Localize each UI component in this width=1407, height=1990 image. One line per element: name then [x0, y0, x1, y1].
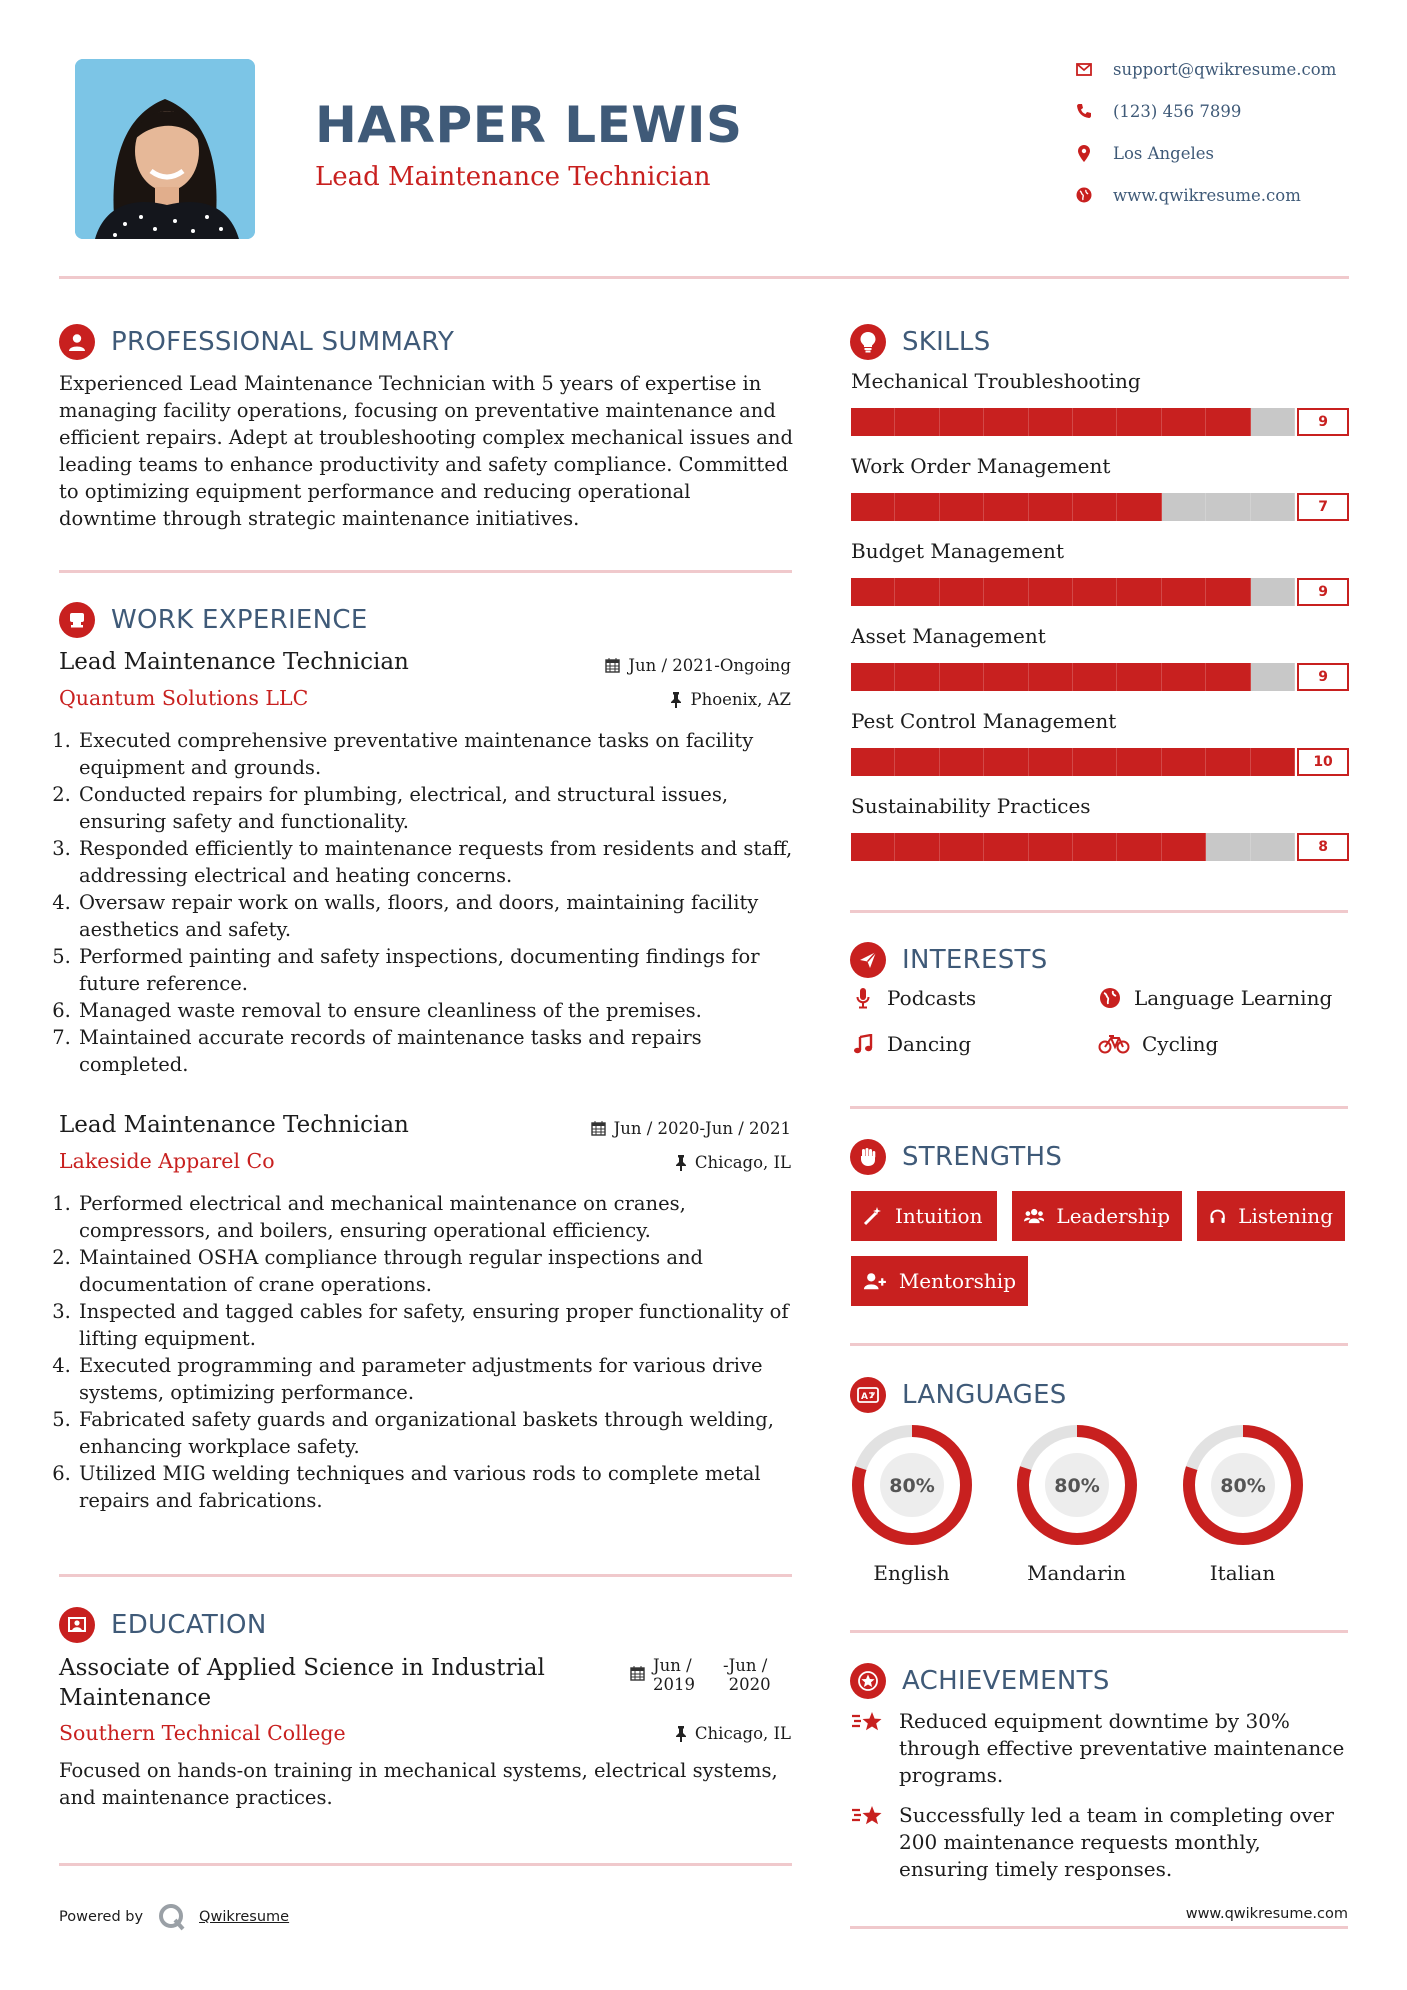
duty-item: 3. Responded efficiently to maintenance requests from residents and staff, addressing electrical and heating concerns.: [77, 835, 812, 889]
skill-bar-segment: [1073, 663, 1117, 691]
skill-bar-segment: [1029, 493, 1073, 521]
education-location: [480, 1724, 791, 1743]
paper-plane-icon: [850, 942, 886, 978]
education-dates: Jun / 2019 - Jun / 2020: [630, 1656, 790, 1694]
summary-divider: [59, 570, 792, 573]
profile-photo: [75, 59, 255, 239]
education-location-text: Chicago, IL: [694, 1724, 791, 1743]
strength-label: Mentorship: [898, 1269, 1016, 1293]
skill-name: Work Order Management: [851, 454, 1111, 478]
skill-name: Sustainability Practices: [851, 794, 1091, 818]
language-percent: 80%: [1053, 1475, 1100, 1497]
strengths-heading: [850, 1139, 1062, 1175]
job-title: Lead Maintenance Technician: [59, 649, 409, 675]
job-location-text: Chicago, IL: [694, 1153, 791, 1172]
microphone-icon: [851, 987, 875, 1009]
skill-bar-segment: [1117, 663, 1161, 691]
job-duties-list: [59, 1190, 812, 1514]
magic-wand-icon: [863, 1206, 883, 1226]
education-description: Focused on hands-on training in mechanical systems, electrical systems, and maintenance practices.: [59, 1759, 778, 1809]
candidate-title: Lead Maintenance Technician: [315, 162, 711, 192]
job-duties-list: [59, 727, 812, 1078]
duty-item: 3. Inspected and tagged cables for safety, ensuring proper functionality of lifting equipment.: [77, 1298, 812, 1352]
language-mandarin: [1014, 1423, 1139, 1585]
powered-by: [59, 1902, 289, 1932]
achievement-item: [851, 1802, 1351, 1883]
education-heading: [59, 1607, 267, 1643]
duty-item: 4. Executed programming and parameter adjustments for various drive systems, optimizing performance.: [77, 1352, 812, 1406]
envelope-icon: [1073, 58, 1095, 80]
skill-bar-segment: [984, 833, 1028, 861]
languages-heading-text: LANGUAGES: [902, 1380, 1067, 1410]
strength-label: Listening: [1238, 1204, 1333, 1228]
svg-text:A: A: [861, 1392, 869, 1402]
globe-icon: [1098, 987, 1122, 1009]
skill-bar-segment: [940, 833, 984, 861]
briefcase-icon: [59, 602, 95, 638]
shooting-star-icon: [851, 1802, 885, 1883]
skill-item: [851, 709, 1351, 794]
bicycle-icon: [1098, 1034, 1130, 1054]
skill-level-value: 9: [1297, 663, 1349, 691]
education-start: Jun / 2019: [653, 1656, 695, 1694]
skill-level-value: 9: [1297, 408, 1349, 436]
interests-divider: [850, 1106, 1348, 1109]
skill-item: [851, 369, 1351, 454]
language-italian: [1180, 1423, 1305, 1585]
skill-bar-segment: [1073, 578, 1117, 606]
skill-bar-segment: [1117, 493, 1161, 521]
user-icon: [59, 324, 95, 360]
skill-bar-segment: [984, 493, 1028, 521]
skill-bar-segment: [895, 748, 939, 776]
skill-bar-segment: [1206, 833, 1250, 861]
skill-bar-segment: [895, 833, 939, 861]
job-title: Lead Maintenance Technician: [59, 1112, 409, 1138]
language-ring: [1181, 1423, 1305, 1547]
footer-divider: [850, 1926, 1348, 1929]
skill-bar-segment: [1206, 493, 1250, 521]
company-name: Lakeside Apparel Co: [59, 1149, 275, 1173]
skill-bar-segment: [1162, 493, 1206, 521]
translate-icon: [850, 1377, 886, 1413]
skill-bar-segment: [1029, 748, 1073, 776]
skill-bar-segment: [1029, 833, 1073, 861]
achievement-text: Successfully led a team in completing over 200 maintenance requests monthly, ensuring timely responses.: [899, 1803, 1334, 1881]
interest-item: [1098, 986, 1332, 1010]
footer-site[interactable]: www.qwikresume.com: [1185, 1906, 1348, 1922]
skills-divider: [850, 910, 1348, 913]
pushpin-icon: [675, 1155, 687, 1171]
languages-heading: [850, 1377, 1067, 1413]
languages-divider: [850, 1630, 1348, 1633]
language-english: [849, 1423, 974, 1585]
skill-level-bar: [851, 493, 1349, 523]
skill-bar-segment: [1073, 493, 1117, 521]
pushpin-icon: [675, 1726, 687, 1742]
job-location: [480, 1153, 791, 1172]
duty-item: 2. Maintained OSHA compliance through regular inspections and documentation of crane operations.: [77, 1244, 812, 1298]
skill-bar-segment: [1251, 408, 1295, 436]
skill-bar-segment: [1251, 493, 1295, 521]
skill-item: [851, 624, 1351, 709]
graduate-icon: [59, 1607, 95, 1643]
interest-item: [1098, 1032, 1218, 1056]
school-name: Southern Technical College: [59, 1721, 346, 1745]
skill-bar-segment: [1117, 408, 1161, 436]
education-end: Jun / 2020: [728, 1656, 771, 1694]
interest-label: Podcasts: [887, 986, 977, 1010]
education-divider: [59, 1863, 792, 1866]
interests-heading: [850, 942, 1048, 978]
education-heading-text: EDUCATION: [111, 1610, 267, 1640]
email-text: support@qwikresume.com: [1113, 59, 1337, 79]
calendar-icon: [591, 1121, 606, 1136]
skill-bar-segment: [984, 578, 1028, 606]
skill-bar-segment: [851, 748, 895, 776]
job-dates: [480, 1119, 791, 1138]
skill-item: [851, 539, 1351, 624]
summary-text: Experienced Lead Maintenance Technician with 5 years of expertise in managing facility operations, focusing on preventative maintenance and efficient repairs. Adept at troubleshooting complex mechanical issues and leading teams to enhance productivity and safety compliance. Committed to optimizing equipment performance and reducing operational downtime through strategic maintenance initiatives.: [59, 372, 793, 530]
skill-bar-segment: [1162, 408, 1206, 436]
skill-level-value: 9: [1297, 578, 1349, 606]
globe-icon: [1073, 184, 1095, 206]
interest-item: [851, 986, 976, 1010]
skills-list: [851, 369, 1351, 879]
phone-icon: [1073, 100, 1095, 122]
skill-bar-segment: [895, 578, 939, 606]
skill-name: Asset Management: [851, 624, 1046, 648]
job-dates-text: Jun / 2020-Jun / 2021: [613, 1119, 791, 1138]
achievement-text: Reduced equipment downtime by 30% through effective preventative maintenance programs.: [899, 1709, 1345, 1787]
summary-heading: [59, 324, 454, 360]
strength-label: Intuition: [895, 1204, 983, 1228]
duty-item: 1. Executed comprehensive preventative maintenance tasks on facility equipment and grounds.: [77, 727, 812, 781]
contact-location: [1073, 139, 1393, 167]
skill-bar-segment: [1251, 833, 1295, 861]
skill-bar-segment: [1029, 578, 1073, 606]
language-percent: 80%: [888, 1475, 935, 1497]
skill-bar-segment: [1206, 578, 1250, 606]
skill-level-bar: [851, 578, 1349, 608]
skill-bar-segment: [1162, 663, 1206, 691]
calendar-icon: [630, 1666, 645, 1681]
achievements-heading-text: ACHIEVEMENTS: [902, 1666, 1110, 1696]
duty-item: 2. Conducted repairs for plumbing, electrical, and structural issues, ensuring safety and functionality.: [77, 781, 812, 835]
skill-bar-segment: [851, 663, 895, 691]
strength-chip: [1012, 1191, 1182, 1241]
job-dates-text: Jun / 2021-Ongoing: [628, 656, 791, 675]
job-location: [480, 690, 791, 709]
skill-bar-segment: [1117, 833, 1161, 861]
job-location-text: Phoenix, AZ: [690, 690, 791, 709]
strength-chip: [1197, 1191, 1345, 1241]
candidate-name: HARPER LEWIS: [315, 96, 743, 154]
language-ring: [1015, 1423, 1139, 1547]
star-badge-icon: [850, 1663, 886, 1699]
skill-bar-segment: [895, 408, 939, 436]
company-name: Quantum Solutions LLC: [59, 686, 309, 710]
achievement-item: [851, 1708, 1351, 1789]
group-icon: [1024, 1206, 1044, 1226]
interests-heading-text: INTERESTS: [902, 945, 1048, 975]
skill-level-bar: [851, 663, 1349, 693]
skill-level-bar: [851, 833, 1349, 863]
language-name: English: [873, 1561, 950, 1585]
skill-bar-segment: [851, 408, 895, 436]
skill-bar-segment: [1073, 408, 1117, 436]
job-dates: [480, 656, 791, 675]
skill-bar-segment: [1251, 578, 1295, 606]
duty-item: 1. Performed electrical and mechanical maintenance on cranes, compressors, and boilers, ensuring operational efficiency.: [77, 1190, 812, 1244]
skill-level-value: 10: [1297, 748, 1349, 776]
skill-bar-segment: [1206, 663, 1250, 691]
qwikresume-logo-icon: [157, 1902, 187, 1932]
skill-bar-segment: [940, 493, 984, 521]
skill-bar-segment: [940, 663, 984, 691]
skill-item: [851, 794, 1351, 879]
interest-label: Dancing: [887, 1032, 972, 1056]
skill-bar-segment: [895, 493, 939, 521]
brand-link[interactable]: Qwikresume: [199, 1909, 290, 1925]
duty-item: 7. Maintained accurate records of maintenance tasks and repairs completed.: [77, 1024, 812, 1078]
skill-bar-segment: [940, 748, 984, 776]
skill-bar-segment: [1251, 748, 1295, 776]
experience-heading: [59, 602, 368, 638]
duty-item: 6. Utilized MIG welding techniques and various rods to complete metal repairs and fabrications.: [77, 1460, 812, 1514]
skill-name: Mechanical Troubleshooting: [851, 369, 1141, 393]
skill-bar-segment: [1162, 833, 1206, 861]
skill-bar-segment: [1073, 833, 1117, 861]
duty-item: 6. Managed waste removal to ensure cleanliness of the premises.: [77, 997, 812, 1024]
skill-bar-segment: [1029, 408, 1073, 436]
shooting-star-icon: [851, 1708, 885, 1789]
skill-bar-segment: [984, 748, 1028, 776]
website-text: www.qwikresume.com: [1113, 185, 1301, 205]
skill-bar-segment: [1073, 748, 1117, 776]
skill-bar-segment: [851, 833, 895, 861]
contact-phone[interactable]: [1073, 97, 1393, 125]
calendar-icon: [605, 658, 620, 673]
strengths-heading-text: STRENGTHS: [902, 1142, 1063, 1172]
language-name: Mandarin: [1027, 1561, 1126, 1585]
pushpin-icon: [670, 692, 682, 708]
skill-bar-segment: [940, 408, 984, 436]
skill-bar-segment: [1206, 748, 1250, 776]
skills-heading-text: SKILLS: [902, 327, 991, 357]
skill-bar-segment: [1251, 663, 1295, 691]
skill-bar-segment: [1162, 748, 1206, 776]
degree-title: Associate of Applied Science in Industrial Maintenance: [59, 1655, 545, 1711]
interest-item: [851, 1032, 971, 1056]
skill-bar-segment: [895, 663, 939, 691]
strengths-divider: [850, 1343, 1348, 1346]
skill-bar-segment: [1117, 748, 1161, 776]
skill-bar-segment: [984, 408, 1028, 436]
skill-bar-segment: [851, 578, 895, 606]
skill-bar-segment: [940, 578, 984, 606]
experience-divider: [59, 1574, 792, 1577]
skill-bar-segment: [1162, 578, 1206, 606]
skill-bar-segment: [1029, 663, 1073, 691]
contact-website[interactable]: [1073, 181, 1393, 209]
summary-heading-text: PROFESSIONAL SUMMARY: [111, 327, 455, 357]
language-ring: [850, 1423, 974, 1547]
music-note-icon: [851, 1034, 875, 1054]
skill-name: Pest Control Management: [851, 709, 1117, 733]
lightbulb-icon: [850, 324, 886, 360]
phone-text: (123) 456 7899: [1113, 101, 1242, 121]
contact-email[interactable]: [1073, 55, 1393, 83]
skill-bar-segment: [1117, 578, 1161, 606]
strength-chip: [851, 1191, 997, 1241]
interest-label: Cycling: [1142, 1032, 1219, 1056]
skill-level-bar: [851, 748, 1349, 778]
powered-by-text: Powered by: [59, 1909, 144, 1925]
strength-chip: [851, 1256, 1028, 1306]
skill-item: [851, 454, 1351, 539]
location-text: Los Angeles: [1113, 143, 1214, 163]
achievements-heading: [850, 1663, 1110, 1699]
headphones-icon: [1209, 1206, 1226, 1226]
fist-icon: [850, 1139, 886, 1175]
skills-heading: [850, 324, 991, 360]
duty-item: 4. Oversaw repair work on walls, floors, and doors, maintaining facility aesthetics and safety.: [77, 889, 812, 943]
skill-level-value: 8: [1297, 833, 1349, 861]
duty-item: 5. Performed painting and safety inspections, documenting findings for future reference.: [77, 943, 812, 997]
duty-item: 5. Fabricated safety guards and organizational baskets through welding, enhancing workplace safety.: [77, 1406, 812, 1460]
skill-bar-segment: [1206, 408, 1250, 436]
experience-heading-text: WORK EXPERIENCE: [111, 605, 368, 635]
skill-level-bar: [851, 408, 1349, 438]
skill-level-value: 7: [1297, 493, 1349, 521]
skill-name: Budget Management: [851, 539, 1064, 563]
strength-label: Leadership: [1056, 1204, 1170, 1228]
language-name: Italian: [1209, 1561, 1276, 1585]
user-plus-icon: [863, 1271, 887, 1291]
map-pin-icon: [1073, 142, 1095, 164]
language-percent: 80%: [1219, 1475, 1266, 1497]
interest-label: Language Learning: [1134, 986, 1333, 1010]
header-divider: [59, 276, 1349, 279]
skill-bar-segment: [851, 493, 895, 521]
skill-bar-segment: [984, 663, 1028, 691]
